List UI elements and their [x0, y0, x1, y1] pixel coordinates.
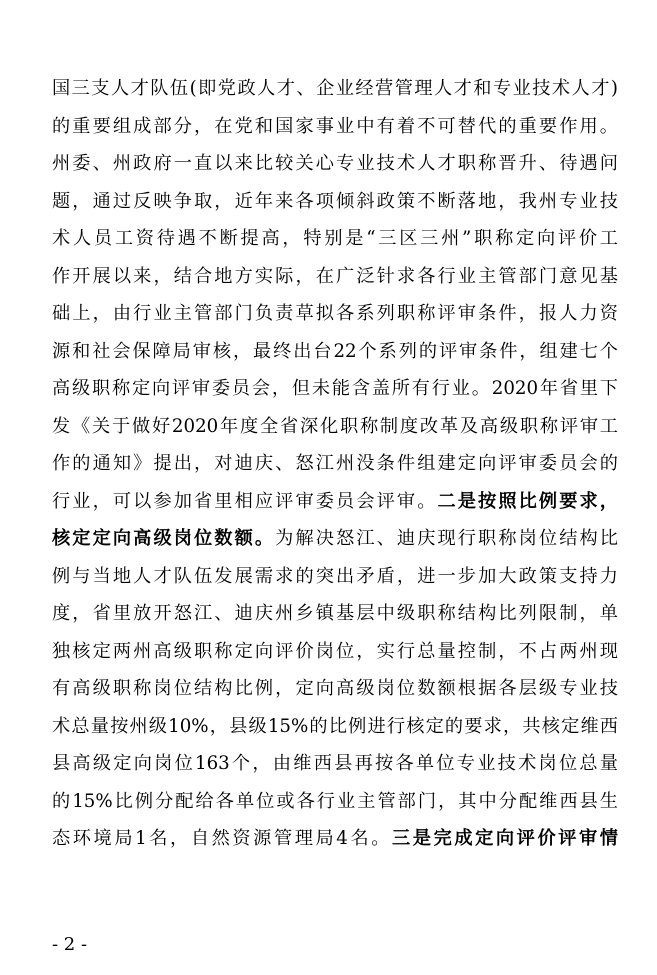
text-line: [52, 820, 618, 858]
text-line: [52, 558, 618, 596]
text-segment: 度，省里放开怒江、迪庆州乡镇基层中级职称结构比列限制，单: [52, 603, 618, 624]
text-line: [52, 333, 618, 371]
text-segment: 的15%比例分配给各单位或各行业主管部门，其中分配维西县生: [52, 790, 618, 812]
text-segment: 作开展以来，结合地方实际，在广泛针求各行业主管部门意见基: [52, 265, 618, 287]
text-line: [52, 108, 618, 146]
text-segment: 县高级定向岗位163个，由维西县再按各单位专业技术岗位总量: [52, 753, 618, 774]
text-line: [52, 258, 618, 296]
text-segment: 源和社会保障局审核，最终出台22个系列的评审条件，组建七个: [52, 340, 618, 362]
text-segment: 的重要组成部分，在党和国家事业中有着不可替代的重要作用。: [52, 115, 618, 137]
text-line: [52, 520, 618, 558]
text-segment: 术人员工资待遇不断提高，特别是“三区三州”职称定向评价工: [52, 228, 618, 249]
text-line: [52, 408, 618, 446]
text-line: [52, 670, 618, 708]
text-segment: 例与当地人才队伍发展需求的突出矛盾，进一步加大政策支持力: [52, 565, 618, 587]
text-line: [52, 783, 618, 821]
text-line: [52, 145, 618, 183]
text-line: [52, 445, 618, 483]
text-line: [52, 183, 618, 221]
text-line: [52, 220, 618, 258]
text-segment: 高级职称定向评审委员会，但未能含盖所有行业。2020年省里下: [52, 378, 618, 399]
page-number: - 2 -: [52, 934, 88, 955]
text-line: [52, 633, 618, 671]
text-line: [52, 595, 618, 633]
text-segment: 作的通知》提出，对迪庆、怒江州没条件组建定向评审委员会的: [52, 453, 618, 474]
text-segment: 术总量按州级10%，县级15%的比例进行核定的要求，共核定维西: [52, 715, 618, 737]
text-segment: 态环境局1名，自然资源管理局4名。: [52, 828, 393, 849]
text-segment: 发《关于做好2020年度全省深化职称制度改革及高级职称评审工: [52, 415, 618, 437]
text-segment: 国三支人才队伍(即党政人才、企业经营管理人才和专业技术人才): [52, 78, 618, 99]
text-segment: 础上，由行业主管部门负责草拟各系列职称评审条件，报人力资: [52, 303, 618, 324]
text-segment: 为解决怒江、迪庆现行职称岗位结构比: [275, 528, 618, 549]
text-line: [52, 708, 618, 746]
text-segment: 有高级职称岗位结构比例，定向高级岗位数额根据各层级专业技: [52, 678, 618, 699]
text-segment: 独核定两州高级职称定向评价岗位，实行总量控制，不占两州现: [52, 640, 618, 662]
text-line: [52, 70, 618, 108]
text-segment: 行业，可以参加省里相应评审委员会评审。: [52, 490, 438, 512]
bold-text-segment: 三是完成定向评价评审情: [392, 828, 618, 849]
text-line: [52, 483, 618, 521]
text-line: [52, 370, 618, 408]
bold-text-segment: 核定定向高级岗位数额。: [52, 528, 276, 549]
body-text: [52, 70, 618, 858]
text-segment: 州委、州政府一直以来比较关心专业技术人才职称晋升、待遇问: [52, 153, 618, 174]
text-line: [52, 745, 618, 783]
text-line: [52, 295, 618, 333]
text-segment: 题，通过反映争取，近年来各项倾斜政策不断落地，我州专业技: [52, 190, 618, 212]
bold-text-segment: 二是按照比例要求，: [437, 490, 618, 512]
